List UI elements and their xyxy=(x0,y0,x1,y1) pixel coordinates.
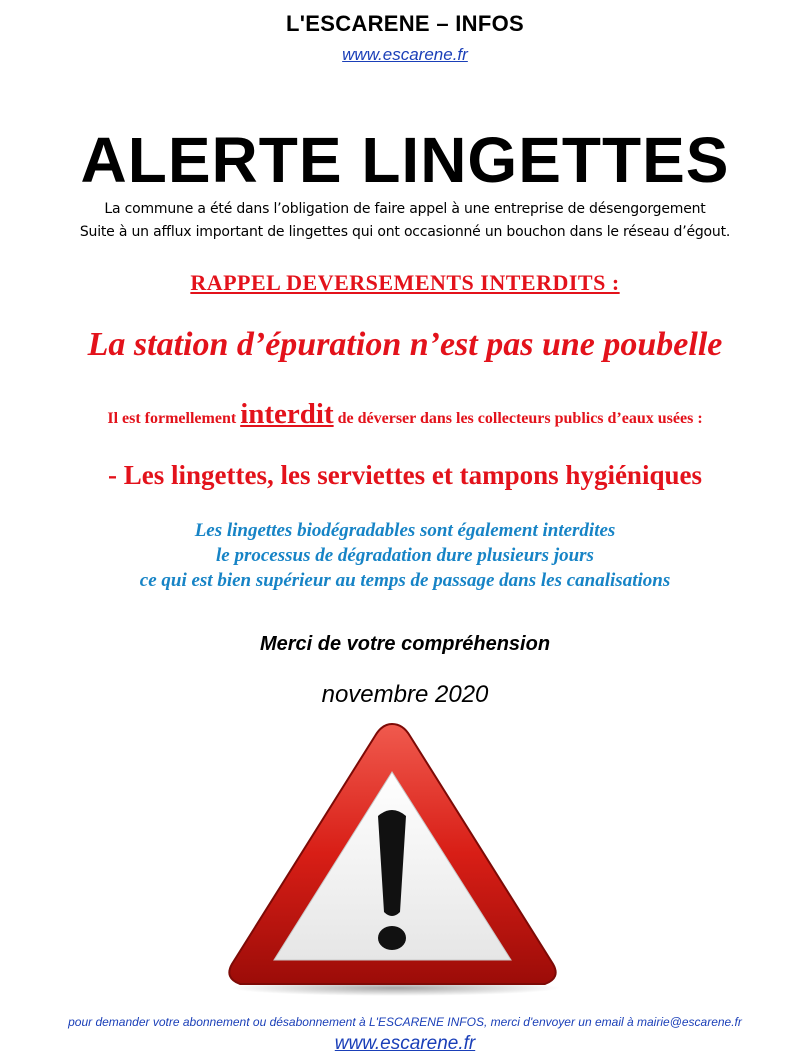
footer-website-link[interactable]: www.escarene.fr xyxy=(334,1033,476,1054)
date-text: novembre 2020 xyxy=(321,681,489,708)
alert-headline: ALERTE LINGETTES xyxy=(80,124,730,196)
list-item: - Les lingettes, les serviettes et tampons hygiéniques xyxy=(108,460,702,490)
interdiction-statement xyxy=(0,398,810,431)
thanks-text: Merci de votre compréhension xyxy=(259,633,551,655)
interdiction-keyword: interdit xyxy=(240,398,334,430)
rappel-heading: RAPPEL DEVERSEMENTS INTERDITS : xyxy=(190,270,620,295)
header-website-link[interactable]: www.escarene.fr xyxy=(342,45,468,64)
slogan: La station d’épuration n’est pas une poubelle xyxy=(87,326,723,363)
page-header-title: L'ESCARENE – INFOS xyxy=(285,11,524,36)
bio-line-2: le processus de dégradation dure plusieurs jours xyxy=(216,545,594,566)
bio-line-1: Les lingettes biodégradables sont également interdites xyxy=(194,520,616,541)
intro-line-1: La commune a été dans l’obligation de faire appel à une entreprise de désengorgement xyxy=(104,201,706,217)
footer-subscription-note: pour demander votre abonnement ou désabonnement à L'ESCARENE INFOS, merci d'envoyer un email à mairie@escarene.fr xyxy=(68,1015,742,1029)
warning-triangle-icon xyxy=(220,716,565,996)
bio-line-3: ce qui est bien supérieur au temps de passage dans les canalisations xyxy=(139,570,671,591)
intro-line-2: Suite à un afflux important de lingettes qui ont occasionné un bouchon dans le réseau d’égout. xyxy=(79,224,731,240)
interdiction-before: Il est formellement xyxy=(107,410,241,427)
interdiction-after: de déverser dans les collecteurs publics d’eaux usées : xyxy=(333,410,703,427)
